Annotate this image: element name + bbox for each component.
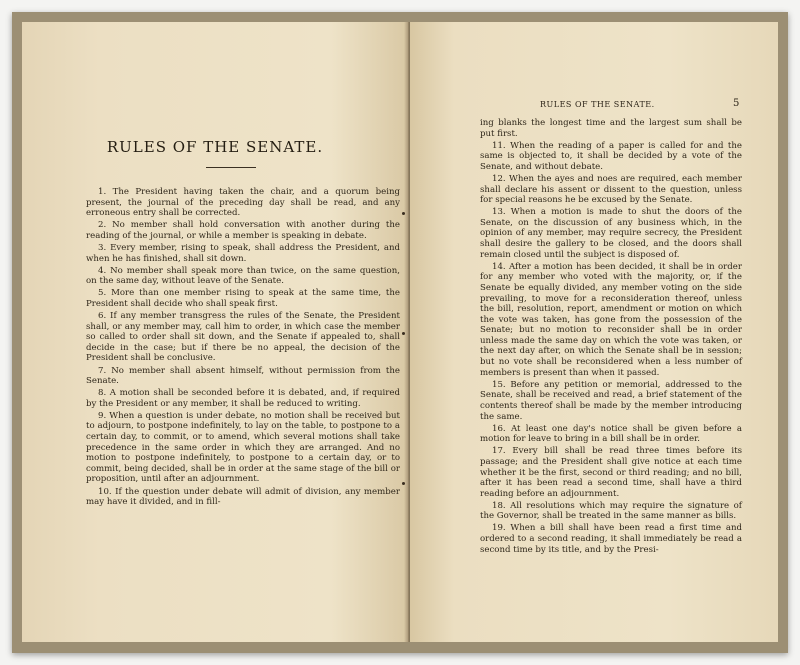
rule-paragraph: 9. When a question is under debate, no motion shall be received but to adjourn, to postpone indefinitely, to lay on the table, to postpone to a certain day, to commit, or to amend, which several motions shall take precedence in the same order in which they are arranged. And no motion to postpone indefinitely, to postpone to a certain day, or to commit, being decided, shall be in order at the same stage of the bill or proposition, until after an adjournment. (86, 410, 400, 485)
page-number: 5 (733, 98, 740, 109)
rule-paragraph: 19. When a bill shall have been read a first time and ordered to a second reading, it shall immediately be read a second time by its title, and by the Presi- (480, 523, 742, 555)
rule-paragraph: 1. The President having taken the chair, and a quorum being present, the journal of the preceding day shall be read, and any erroneous entry shall be corrected. (86, 187, 400, 219)
rule-paragraph: 8. A motion shall be seconded before it is debated, and, if required by the President or any member, it shall be reduced to writing. (86, 388, 400, 409)
binding-hole (402, 332, 405, 335)
title-rule (206, 167, 256, 168)
rule-paragraph: 12. When the ayes and noes are required, each member shall declare his assent or dissent to the question, unless for special reasons he be excused by the Senate. (480, 173, 742, 206)
continued-paragraph: ing blanks the longest time and the largest sum shall be put first. (480, 118, 742, 139)
rule-paragraph: 15. Before any petition or memorial, addressed to the Senate, shall be received and read, a brief statement of the contents thereof shall be made by the member introducing the same. (480, 379, 742, 422)
rule-paragraph: 6. If any member transgress the rules of the Senate, the President shall, or any member may, call him to order, in which case the member so called to order shall sit down, and the Senate if appealed to, shall decide in the case; but if there be no appeal, the decision of the President shall be conclusive. (86, 311, 400, 364)
rule-paragraph: 18. All resolutions which may require the signature of the Governor, shall be treated in the same manner as bills. (480, 500, 742, 522)
rule-paragraph: 3. Every member, rising to speak, shall address the President, and when he has finished, shall sit down. (86, 242, 400, 264)
right-page (410, 22, 778, 642)
running-head: RULES OF THE SENATE. (540, 100, 655, 109)
page-title: RULES OF THE SENATE. (106, 138, 324, 156)
rule-paragraph: 10. If the question under debate will admit of division, any member may have it divided, and in fill- (86, 486, 400, 508)
rule-paragraph: 14. After a motion has been decided, it shall be in order for any member who voted with the majority, or, if the Senate be equally divided, any member voting on the side prevailing, to move for a reconsideration thereof, unless the bill, resolution, report, amendment or motion on which the vote was taken, has gone from the possession of the Senate; but no motion to reconsider shall be in order unless made the same day on which the vote was taken, or the next day after, on which the Senate shall be in session; but no vote shall be reconsidered when a less number of members is present than when it passed. (480, 261, 742, 378)
rule-paragraph: 11. When the reading of a paper is called for and the same is objected to, it shall be decided by a vote of the Senate, and without debate. (480, 140, 742, 172)
left-text-column (86, 187, 400, 509)
rule-paragraph: 4. No member shall speak more than twice, on the same question, on the same day, without leave of the Senate. (86, 265, 400, 287)
right-text-column (480, 118, 742, 557)
left-page (22, 22, 409, 642)
rule-paragraph: 17. Every bill shall be read three times before its passage; and the President shall give notice at each time whether it be the first, second or third reading; and no bill, after it has been read a second time, shall have a third reading before an adjournment. (480, 446, 742, 499)
binding-hole (402, 482, 405, 485)
rule-paragraph: 7. No member shall absent himself, without permission from the Senate. (86, 365, 400, 387)
rule-paragraph: 5. More than one member rising to speak at the same time, the President shall decide who shall speak first. (86, 288, 400, 309)
binding-hole (402, 212, 405, 215)
rule-paragraph: 16. At least one day's notice shall be given before a motion for leave to bring in a bill shall be in order. (480, 423, 742, 445)
rule-paragraph: 13. When a motion is made to shut the doors of the Senate, on the discussion of any business which, in the opinion of any member, may require secrecy, the President shall desire the gallery to be closed, and the doors shall remain closed until the subject is disposed of. (480, 207, 742, 260)
rule-paragraph: 2. No member shall hold conversation with another during the reading of the journal, or while a member is speaking in debate. (86, 220, 400, 241)
open-book (12, 12, 788, 653)
